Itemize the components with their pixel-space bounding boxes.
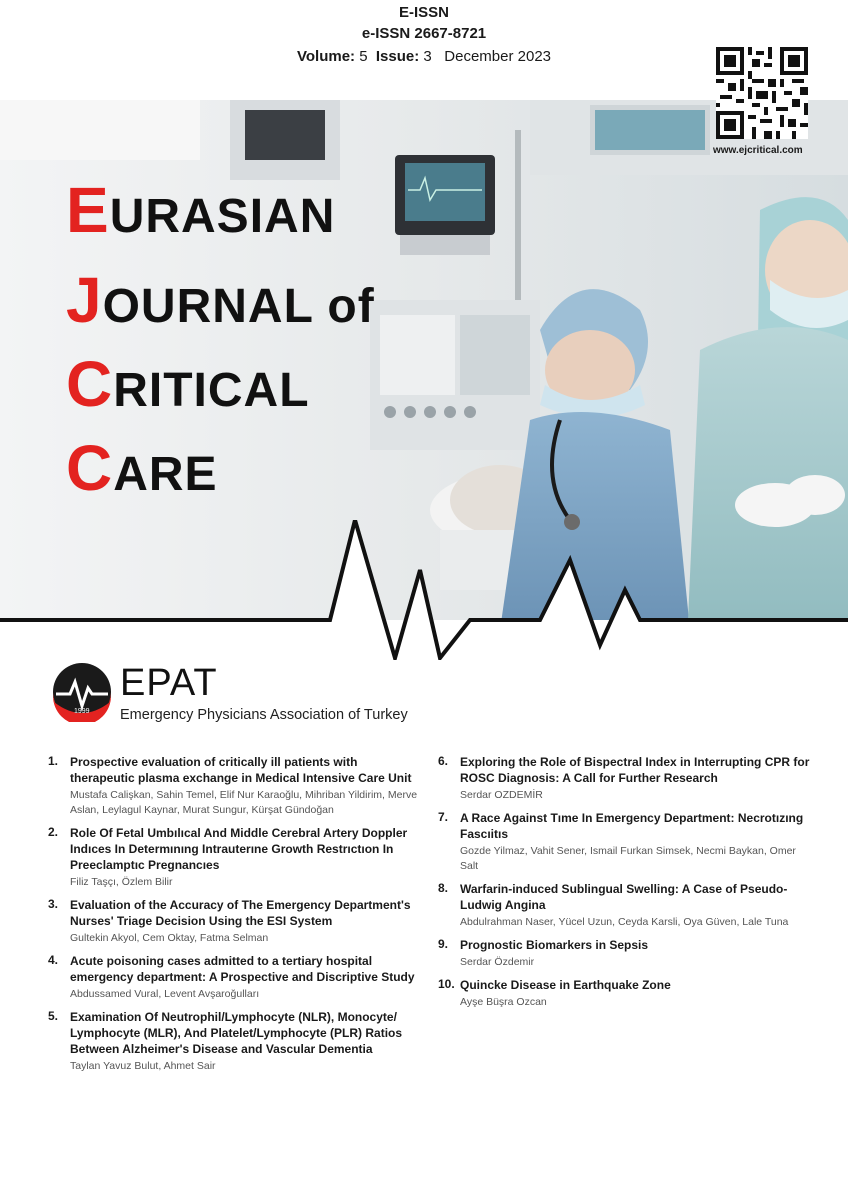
article-title[interactable]: A Race Against Tıme In Emergency Department: Necrotızıng Fascıitıs — [460, 811, 804, 841]
toc-left-column — [40, 754, 424, 1081]
toc-article[interactable] — [40, 825, 424, 890]
toc-article[interactable] — [430, 881, 814, 930]
article-number: 10. — [438, 977, 455, 991]
title-line-critical — [66, 348, 310, 420]
article-authors: Mustafa Calişkan, Sahin Temel, Elif Nur Karaoğlu, Mihriban Yildirim, Merve Aslan, Leylagul Kaynar, Murat Sungur, Kürşat Gündoğan — [70, 789, 418, 816]
volume-label: Volume: — [296, 48, 356, 65]
title-initial: E — [66, 174, 110, 246]
article-number: 4. — [48, 953, 59, 967]
publisher-name: EPAT — [120, 662, 218, 704]
toc-article[interactable] — [40, 1009, 424, 1074]
article-title[interactable]: Prospective evaluation of critically ill patients with therapeutic plasma exchange in Medical Intensive Care Unit — [70, 755, 412, 785]
website-url: www.ejcritical.com — [713, 145, 803, 156]
article-number: 7. — [438, 810, 449, 824]
article-authors: Abdulrahman Naser, Yücel Uzun, Ceyda Karsli, Oya Güven, Lale Tuna — [460, 916, 789, 928]
article-title[interactable]: Exploring the Role of Bispectral Index in Interrupting CPR for ROSC Diagnosis: A Call for Further Research — [460, 755, 810, 785]
article-number: 6. — [438, 754, 449, 768]
title-initial: J — [66, 264, 103, 336]
logo-year: 1999 — [74, 708, 90, 715]
title-line-journal — [66, 264, 375, 336]
title-line-care — [66, 432, 218, 504]
title-rest: URASIAN — [109, 190, 336, 243]
ekg-line — [0, 520, 848, 660]
article-title[interactable]: Quincke Disease in Earthquake Zone — [460, 978, 671, 992]
article-number: 9. — [438, 937, 449, 951]
article-authors: Ayşe Büşra Ozcan — [460, 996, 547, 1008]
article-authors: Gultekin Akyol, Cem Oktay, Fatma Selman — [70, 932, 269, 944]
article-number: 2. — [48, 825, 59, 839]
epat-logo — [52, 662, 112, 722]
issn-label: E-ISSN — [398, 4, 449, 21]
toc-article[interactable] — [430, 977, 814, 1010]
article-title[interactable]: Examination Of Neutrophil/Lymphocyte (NLR), Monocyte/ Lymphocyte (MLR), And Platelet/Lymphocyte (PLR) Ratios Between Alzheimer's Disease and Vascular Dementia — [70, 1010, 403, 1056]
article-number: 3. — [48, 897, 59, 911]
article-authors: Abdussamed Vural, Levent Avşaroğulları — [70, 988, 260, 1000]
title-line-eurasian — [66, 174, 336, 246]
toc-article[interactable] — [40, 953, 424, 1002]
article-number: 5. — [48, 1009, 59, 1023]
eissn-number: e-ISSN 2667-8721 — [361, 25, 487, 42]
issue-date: December 2023 — [444, 48, 552, 65]
article-authors: Filiz Taşçı, Özlem Bilir — [70, 876, 173, 888]
toc-article[interactable] — [40, 897, 424, 946]
issue-value: 3 — [423, 48, 432, 65]
article-authors: Gozde Yilmaz, Vahit Sener, Ismail Furkan Simsek, Necmi Baykan, Omer Salt — [460, 845, 796, 872]
toc-article[interactable] — [430, 937, 814, 970]
article-number: 8. — [438, 881, 449, 895]
title-rest: RITICAL — [113, 364, 310, 417]
toc-article[interactable] — [430, 810, 814, 874]
toc-right-column — [430, 754, 814, 1017]
article-authors: Serdar OZDEMİR — [460, 789, 543, 801]
issue-label: Issue: — [375, 48, 420, 65]
article-title[interactable]: Role Of Fetal Umbılıcal And Middle Cerebral Artery Doppler Indıces In Determınıng Intrauterıne Growth Restrıctıon In Preeclamptıc Pregnancıes — [70, 826, 408, 872]
article-authors: Serdar Özdemir — [460, 956, 535, 968]
article-number: 1. — [48, 754, 59, 768]
volume-value: 5 — [359, 48, 368, 65]
publisher-full-name: Emergency Physicians Association of Turkey — [120, 707, 408, 723]
article-title[interactable]: Acute poisoning cases admitted to a tertiary hospital emergency department: A Prospective and Discriptive Study — [70, 954, 415, 984]
title-rest: ARE — [113, 448, 218, 501]
article-title[interactable]: Prognostic Biomarkers in Sepsis — [460, 938, 649, 952]
toc-article[interactable] — [40, 754, 424, 818]
article-title[interactable]: Warfarin-induced Sublingual Swelling: A Case of Pseudo-Ludwig Angina — [460, 882, 788, 912]
article-authors: Taylan Yavuz Bulut, Ahmet Sair — [70, 1060, 216, 1072]
title-rest: OURNAL of — [102, 280, 375, 333]
article-title[interactable]: Evaluation of the Accuracy of The Emergency Department's Nurses' Triage Decision Using the ESI System — [70, 898, 411, 928]
title-initial: C — [66, 432, 114, 504]
title-initial: C — [66, 348, 114, 420]
qr-code — [716, 47, 808, 139]
toc-article[interactable] — [430, 754, 814, 803]
